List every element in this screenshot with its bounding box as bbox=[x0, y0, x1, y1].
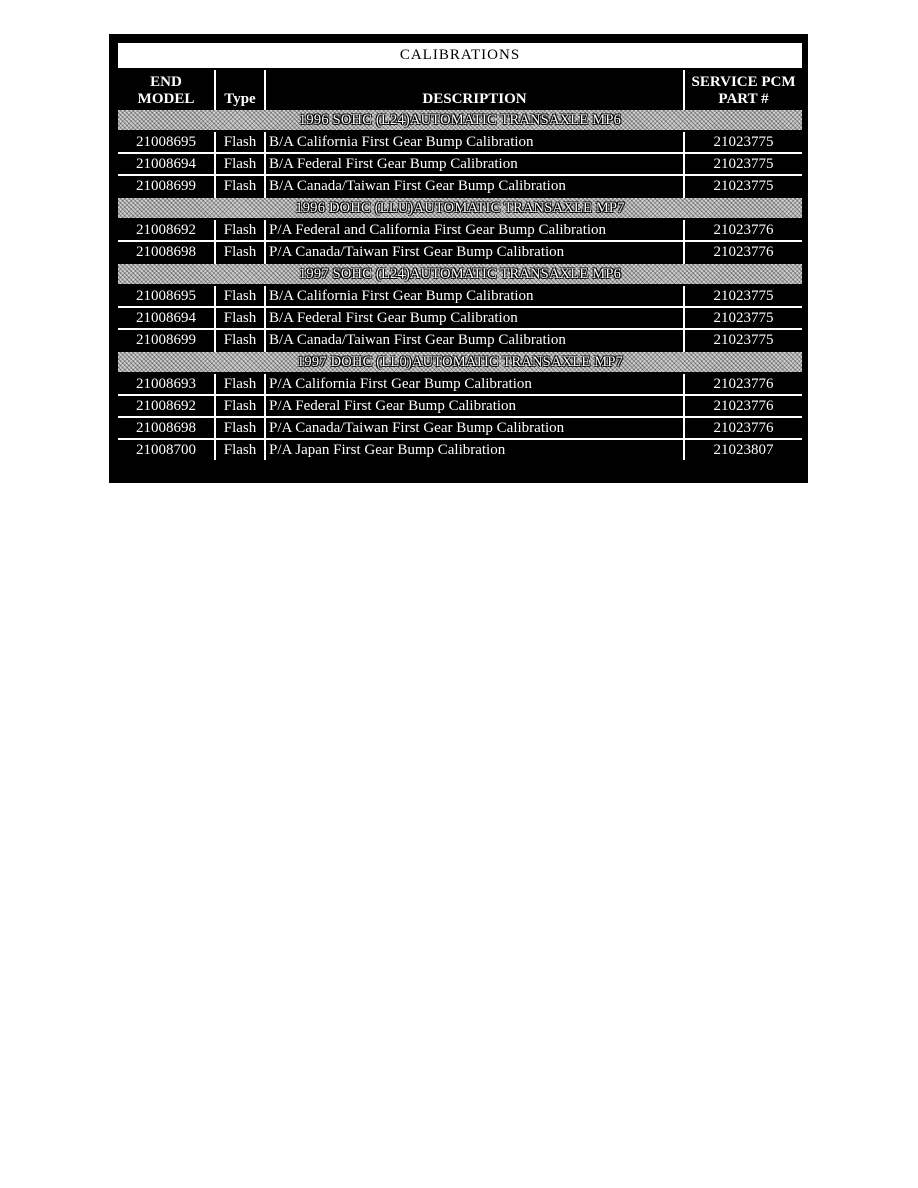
table-row bbox=[118, 373, 802, 395]
service-part-cell: 21023807 bbox=[684, 439, 802, 460]
table-row bbox=[118, 175, 802, 197]
table-body bbox=[118, 109, 802, 460]
section-title: 1997 DOHC (LL0)AUTOMATIC TRANSAXLE MP7 bbox=[118, 351, 802, 373]
type-cell: Flash bbox=[215, 175, 265, 197]
type-cell: Flash bbox=[215, 285, 265, 307]
description-cell: B/A California First Gear Bump Calibration bbox=[265, 285, 684, 307]
end-model-cell: 21008695 bbox=[118, 131, 215, 153]
end-model-cell: 21008695 bbox=[118, 285, 215, 307]
section-row bbox=[118, 109, 802, 131]
description-cell: B/A Canada/Taiwan First Gear Bump Calibration bbox=[265, 329, 684, 351]
description-cell: P/A California First Gear Bump Calibration bbox=[265, 373, 684, 395]
table-title: CALIBRATIONS bbox=[118, 43, 802, 69]
service-part-cell: 21023776 bbox=[684, 417, 802, 439]
type-cell: Flash bbox=[215, 307, 265, 329]
end-model-cell: 21008698 bbox=[118, 241, 215, 263]
table-row bbox=[118, 153, 802, 175]
table-row bbox=[118, 329, 802, 351]
calibrations-table bbox=[118, 43, 802, 460]
description-cell: P/A Federal and California First Gear Bump Calibration bbox=[265, 219, 684, 241]
description-cell: P/A Canada/Taiwan First Gear Bump Calibration bbox=[265, 241, 684, 263]
type-cell: Flash bbox=[215, 131, 265, 153]
description-cell: B/A Federal First Gear Bump Calibration bbox=[265, 153, 684, 175]
header-service-part bbox=[684, 69, 802, 109]
header-type: Type bbox=[215, 69, 265, 109]
service-part-cell: 21023775 bbox=[684, 175, 802, 197]
type-cell: Flash bbox=[215, 417, 265, 439]
end-model-cell: 21008693 bbox=[118, 373, 215, 395]
end-model-cell: 21008698 bbox=[118, 417, 215, 439]
table-header-row bbox=[118, 69, 802, 109]
type-cell: Flash bbox=[215, 241, 265, 263]
table-row bbox=[118, 307, 802, 329]
description-cell: P/A Japan First Gear Bump Calibration bbox=[265, 439, 684, 460]
service-part-cell: 21023775 bbox=[684, 153, 802, 175]
table-row bbox=[118, 131, 802, 153]
description-cell: B/A Federal First Gear Bump Calibration bbox=[265, 307, 684, 329]
table-row bbox=[118, 285, 802, 307]
header-service-part-label: SERVICE PCM PART # bbox=[691, 74, 796, 107]
service-part-cell: 21023775 bbox=[684, 285, 802, 307]
service-part-cell: 21023776 bbox=[684, 219, 802, 241]
table-row bbox=[118, 241, 802, 263]
section-row bbox=[118, 263, 802, 285]
section-title: 1996 DOHC (LLU)AUTOMATIC TRANSAXLE MP7 bbox=[118, 197, 802, 219]
type-cell: Flash bbox=[215, 439, 265, 460]
service-part-cell: 21023775 bbox=[684, 131, 802, 153]
description-cell: P/A Canada/Taiwan First Gear Bump Calibration bbox=[265, 417, 684, 439]
end-model-cell: 21008694 bbox=[118, 153, 215, 175]
end-model-cell: 21008694 bbox=[118, 307, 215, 329]
end-model-cell: 21008700 bbox=[118, 439, 215, 460]
service-part-cell: 21023775 bbox=[684, 307, 802, 329]
header-description: DESCRIPTION bbox=[265, 69, 684, 109]
service-part-cell: 21023776 bbox=[684, 241, 802, 263]
table-row bbox=[118, 439, 802, 460]
type-cell: Flash bbox=[215, 153, 265, 175]
section-row bbox=[118, 351, 802, 373]
section-title: 1997 SOHC (L24)AUTOMATIC TRANSAXLE MP6 bbox=[118, 263, 802, 285]
section-title: 1996 SOHC (L24)AUTOMATIC TRANSAXLE MP6 bbox=[118, 109, 802, 131]
calibrations-table-frame bbox=[109, 34, 808, 483]
description-cell: P/A Federal First Gear Bump Calibration bbox=[265, 395, 684, 417]
type-cell: Flash bbox=[215, 373, 265, 395]
end-model-cell: 21008692 bbox=[118, 395, 215, 417]
table-row bbox=[118, 417, 802, 439]
table-row bbox=[118, 395, 802, 417]
type-cell: Flash bbox=[215, 329, 265, 351]
service-part-cell: 21023776 bbox=[684, 373, 802, 395]
end-model-cell: 21008692 bbox=[118, 219, 215, 241]
end-model-cell: 21008699 bbox=[118, 175, 215, 197]
service-part-cell: 21023776 bbox=[684, 395, 802, 417]
type-cell: Flash bbox=[215, 219, 265, 241]
table-row bbox=[118, 219, 802, 241]
type-cell: Flash bbox=[215, 395, 265, 417]
header-end-model-label: END MODEL bbox=[137, 74, 195, 107]
header-end-model bbox=[118, 69, 215, 109]
service-part-cell: 21023775 bbox=[684, 329, 802, 351]
section-row bbox=[118, 197, 802, 219]
description-cell: B/A Canada/Taiwan First Gear Bump Calibration bbox=[265, 175, 684, 197]
description-cell: B/A California First Gear Bump Calibration bbox=[265, 131, 684, 153]
end-model-cell: 21008699 bbox=[118, 329, 215, 351]
